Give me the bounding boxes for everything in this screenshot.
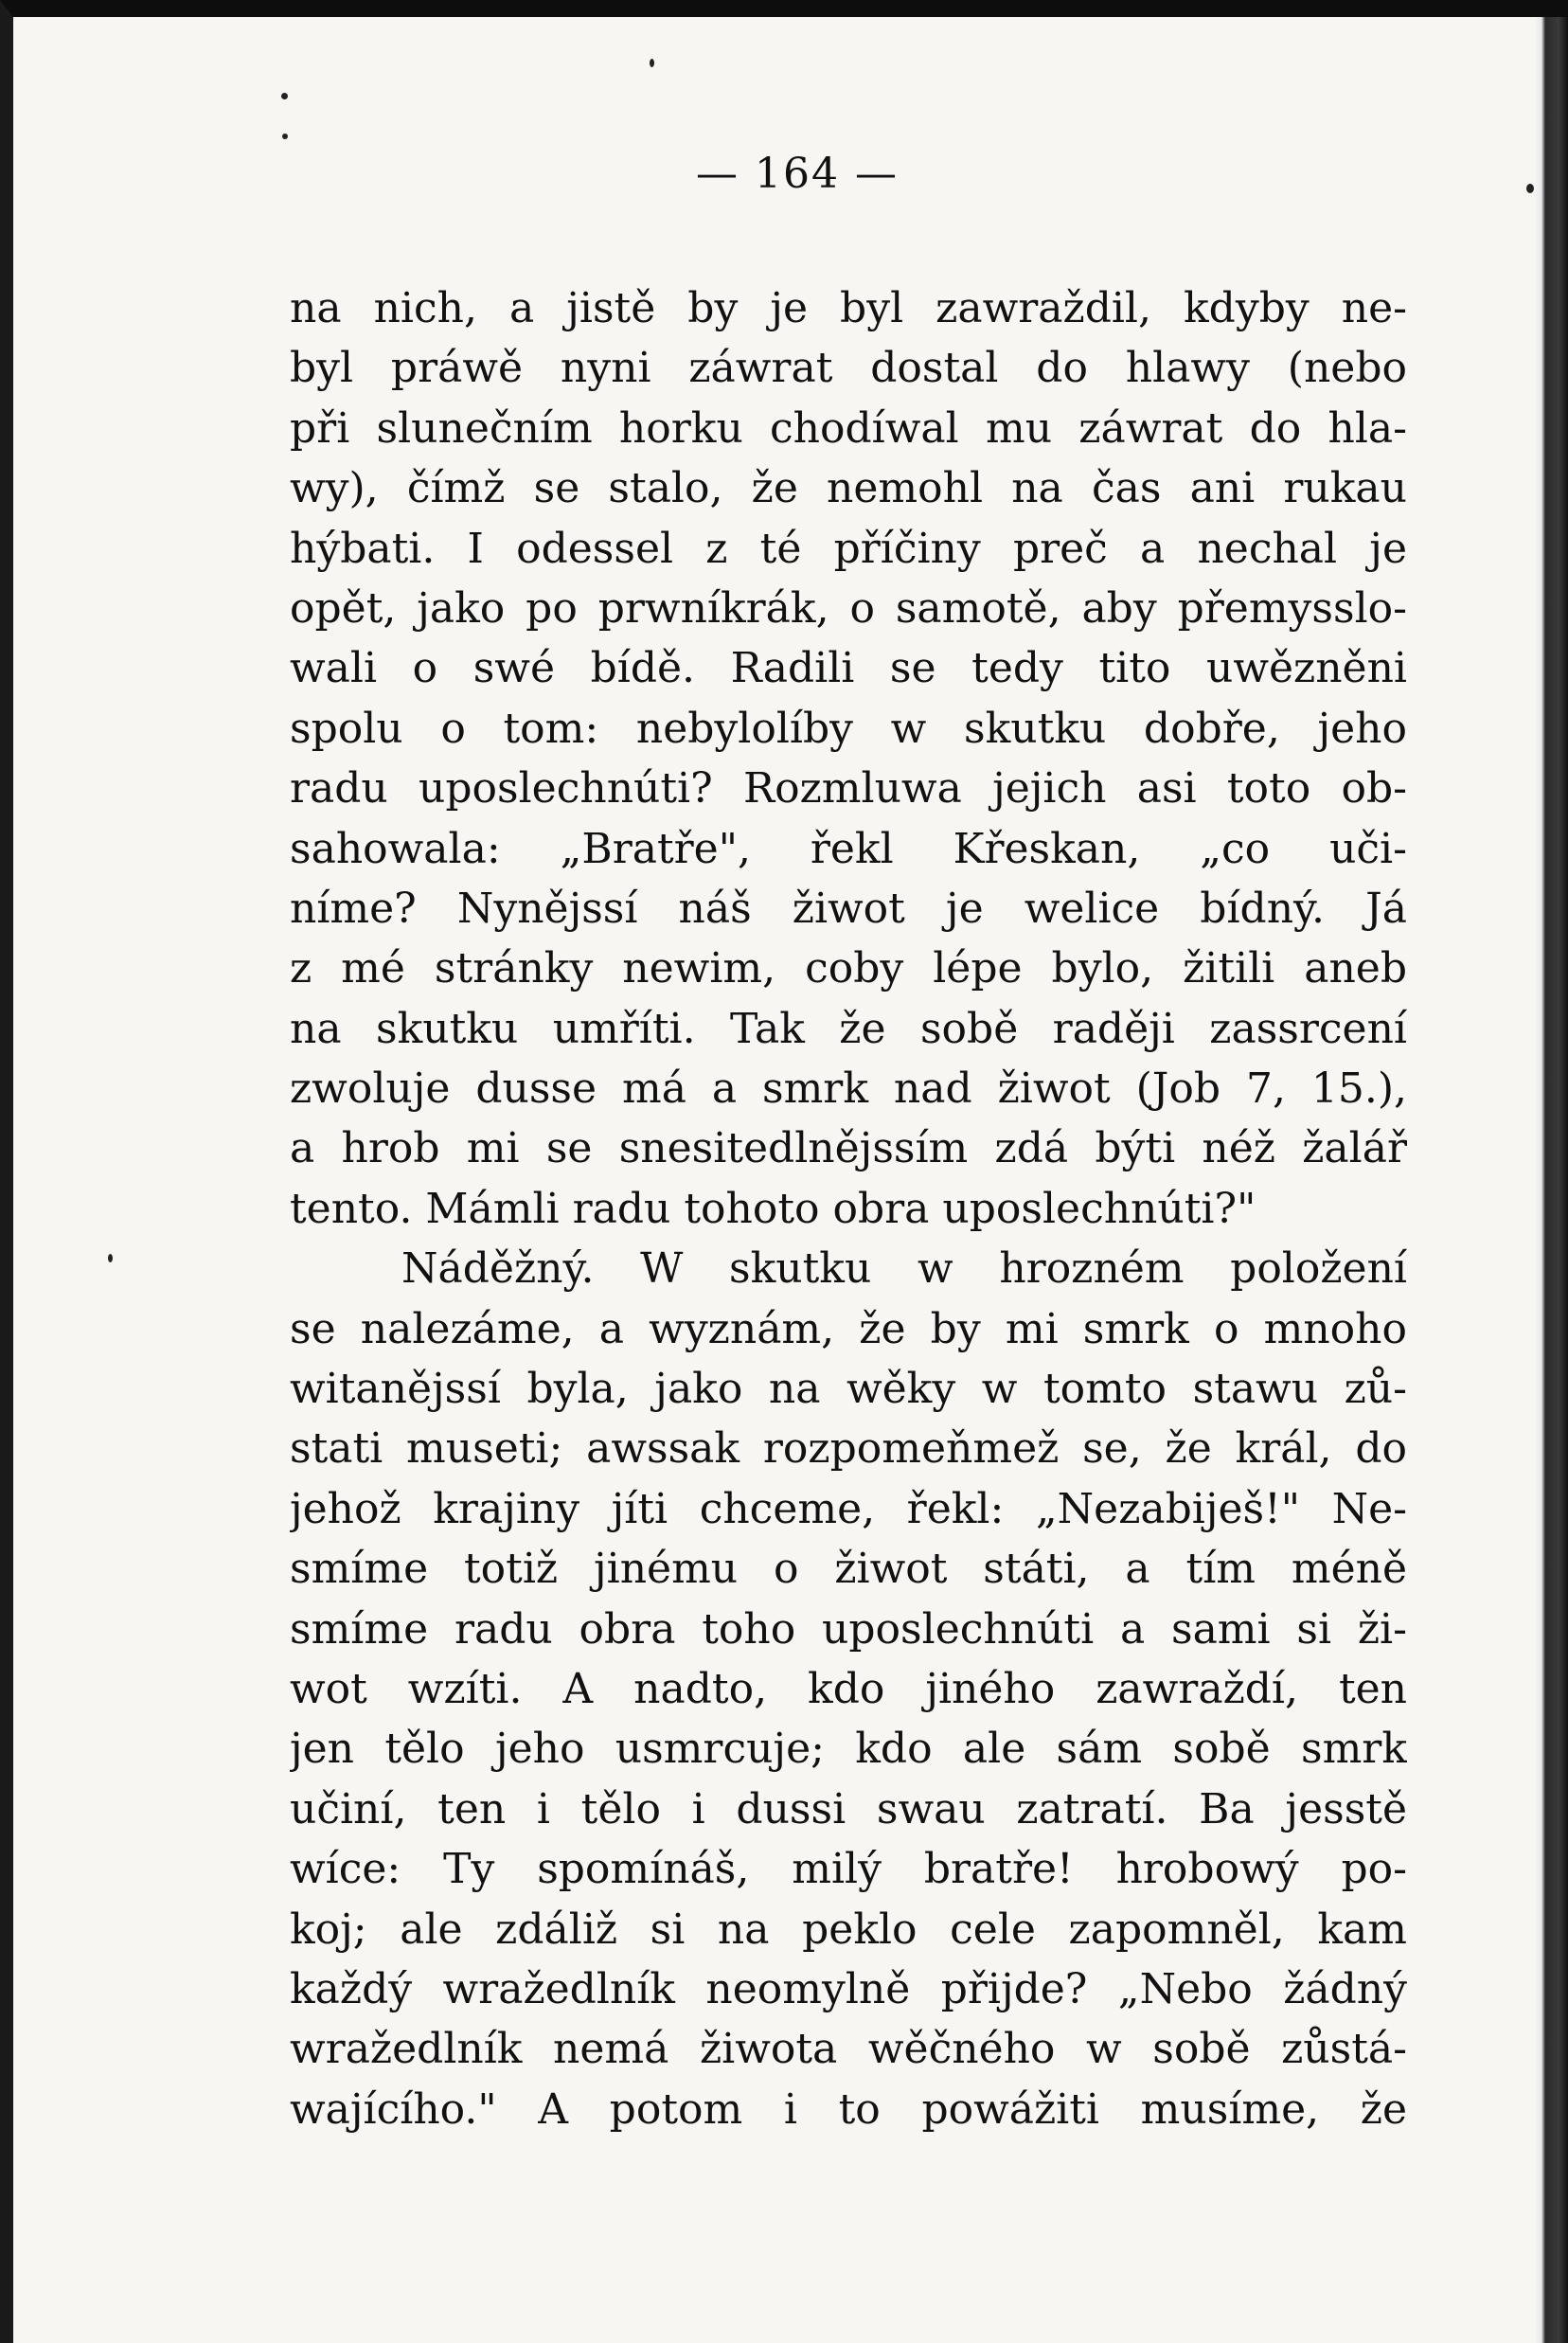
ink-speck <box>281 93 288 99</box>
text-line: a hrob mi se snesitedlnějssím zdá býti néž žalář <box>290 1124 1407 1173</box>
text-line: sahowala: „Bratře", řekl Křeskan, „co uči- <box>290 824 1407 873</box>
text-line: každý wražedlník neomylně přijde? „Nebo žádný <box>290 1964 1407 2013</box>
text-line: jen tělo jeho usmrcuje; kdo ale sám sobě smrk <box>290 1725 1407 1774</box>
text-line: na nich, a jistě by je byl zawraždil, kdyby ne- <box>290 284 1407 332</box>
text-line: byl práwě nyni záwrat dostal do hlawy (nebo <box>290 344 1407 393</box>
text-line: wajícího." A potom i to powážiti musíme, že <box>290 2084 1407 2134</box>
text-line: smíme totiž jinému o žiwot státi, a tím méně <box>290 1545 1407 1594</box>
text-line: tento. Mámli radu tohoto obra uposlechnúti?" <box>290 1184 1256 1233</box>
text-line: jehož krajiny jíti chceme, řekl: „Nezabiješ!" Ne- <box>290 1484 1407 1533</box>
ink-speck <box>282 134 288 139</box>
text-line: smíme radu obra toho uposlechnúti a sami si ži- <box>290 1604 1407 1654</box>
ink-speck <box>650 59 654 67</box>
text-line: spolu o tom: nebylolíby w skutku dobře, jeho <box>290 704 1407 753</box>
text-line: koj; ale zdáliž si na peklo cele zapomněl, kam <box>290 1905 1407 1954</box>
text-line: stati museti; awssak rozpomeňmež se, že král, do <box>290 1424 1407 1474</box>
text-line: zwoluje dusse má a smrk nad žiwot (Job 7, 15.), <box>290 1064 1407 1114</box>
text-line: níme? Nynějssí náš žiwot je welice bídný. Já <box>290 884 1407 933</box>
text-line: witanějssí byla, jako na wěky w tomto stawu zů- <box>290 1365 1407 1414</box>
text-line: wy), čímž se stalo, že nemohl na čas ani rukau <box>290 464 1407 513</box>
text-line: při slunečním horku chodíwal mu záwrat do hla- <box>290 403 1407 453</box>
text-line: z mé stránky newim, coby lépe bylo, žitili aneb <box>290 944 1407 993</box>
ink-speck <box>108 1254 113 1262</box>
text-line: wíce: Ty spomínáš, milý bratře! hrobowý po- <box>290 1845 1407 1894</box>
text-line: wali o swé bídě. Radili se tedy tito uwězněni <box>290 644 1407 693</box>
page-edge-shadow <box>1536 17 1568 2343</box>
body-text <box>290 278 1407 2139</box>
text-line: hýbati. I odessel z té příčiny preč a nechal je <box>290 524 1407 573</box>
text-line: wot wzíti. A nadto, kdo jiného zawraždí, ten <box>290 1664 1407 1713</box>
page-number: — 164 — <box>696 150 899 198</box>
text-line: radu uposlechnúti? Rozmluwa jejich asi toto ob- <box>290 764 1407 814</box>
text-line: opět, jako po prwníkrák, o samotě, aby přemysslo- <box>290 583 1407 633</box>
text-line: wražedlník nemá žiwota wěčného w sobě zůstá- <box>290 2025 1407 2074</box>
text-line: učiní, ten i tělo i dussi swau zatratí. Ba jesstě <box>290 1784 1407 1833</box>
text-line: se nalezáme, a wyznám, že by mi smrk o mnoho <box>290 1304 1407 1353</box>
text-line: na skutku umříti. Tak že sobě raději zassrcení <box>290 1004 1407 1053</box>
text-line: Náděžný. W skutku w hrozném položení <box>401 1244 1407 1294</box>
